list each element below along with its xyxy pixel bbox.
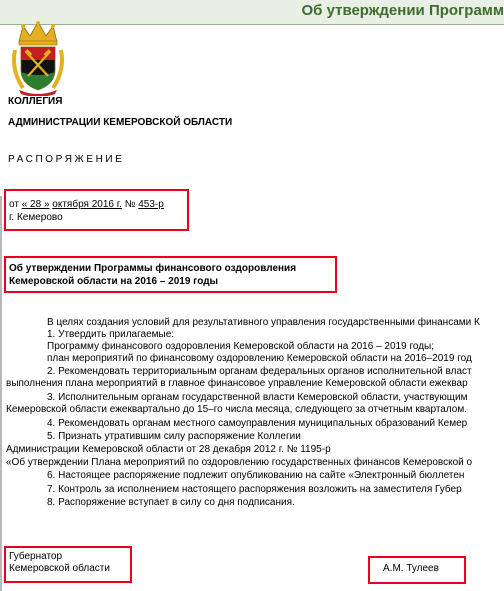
body-line: 8. Распоряжение вступает в силу со дня подписания. xyxy=(47,497,295,508)
body-line: выполнения плана мероприятий в главное финансовое управление Кемеровской области ежеквар xyxy=(6,378,468,389)
left-border xyxy=(0,196,2,591)
doc-type: РАСПОРЯЖЕНИЕ xyxy=(8,154,125,165)
body-line: «Об утверждении Плана мероприятий по оздоровлению государственных финансов Кемеровской о xyxy=(6,457,473,468)
org-line-2: АДМИНИСТРАЦИИ КЕМЕРОВСКОЙ ОБЛАСТИ xyxy=(8,117,233,128)
signer-name: А.М. Тулеев xyxy=(383,563,439,574)
body-line: 6. Настоящее распоряжение подлежит опубликованию на сайте «Электронный бюллетен xyxy=(47,470,465,481)
body-line: Администрации Кемеровской области от 28 декабря 2012 г. № 1195-р xyxy=(6,444,331,455)
body-line: Кемеровской области ежеквартально до 15–го числа месяца, следующего за отчетным кварталом. xyxy=(6,404,468,415)
date-prefix: от xyxy=(9,199,19,210)
signer-position-2: Кемеровской области xyxy=(9,563,110,574)
date-month-year: октября 2016 г. xyxy=(52,199,122,210)
page-header-title: Об утверждении Программ xyxy=(301,2,504,19)
header-bar xyxy=(0,0,504,25)
title-line-1: Об утверждении Программы финансового оздоровления xyxy=(9,263,297,274)
date-day: « 28 » xyxy=(21,199,50,210)
date-line xyxy=(9,199,164,210)
body-line: 1. Утвердить прилагаемые: xyxy=(47,329,175,340)
body-line: 3. Исполнительным органам государственной власти Кемеровской области, участвующим xyxy=(47,392,468,403)
body-line: план мероприятий по финансовому оздоровлению Кемеровской области на 2016–2019 год xyxy=(47,353,472,364)
body-line: 5. Признать утратившим силу распоряжение Коллегии xyxy=(47,431,301,442)
city: г. Кемерово xyxy=(9,212,63,223)
doc-number: 453-р xyxy=(138,199,164,210)
date-highlight-box xyxy=(4,189,189,231)
org-line-1: КОЛЛЕГИЯ xyxy=(8,96,63,107)
number-sign: № xyxy=(124,199,136,210)
body-line: В целях создания условий для результативного управления государственными финансами К xyxy=(47,317,480,328)
kemerovo-coat-of-arms-icon xyxy=(9,20,67,96)
signer-position-1: Губернатор xyxy=(9,551,63,562)
title-highlight-box xyxy=(4,256,337,293)
body-line: Программу финансового оздоровления Кемеровской области на 2016 – 2019 годы; xyxy=(47,341,435,352)
body-line: 7. Контроль за исполнением настоящего распоряжения возложить на заместителя Губер xyxy=(47,484,462,495)
body-line: 4. Рекомендовать органам местного самоуправления муниципальных образований Кемер xyxy=(47,418,468,429)
title-line-2: Кемеровской области на 2016 – 2019 годы xyxy=(9,276,219,287)
body-line: 2. Рекомендовать территориальным органам федеральных органов исполнительной власт xyxy=(47,366,472,377)
